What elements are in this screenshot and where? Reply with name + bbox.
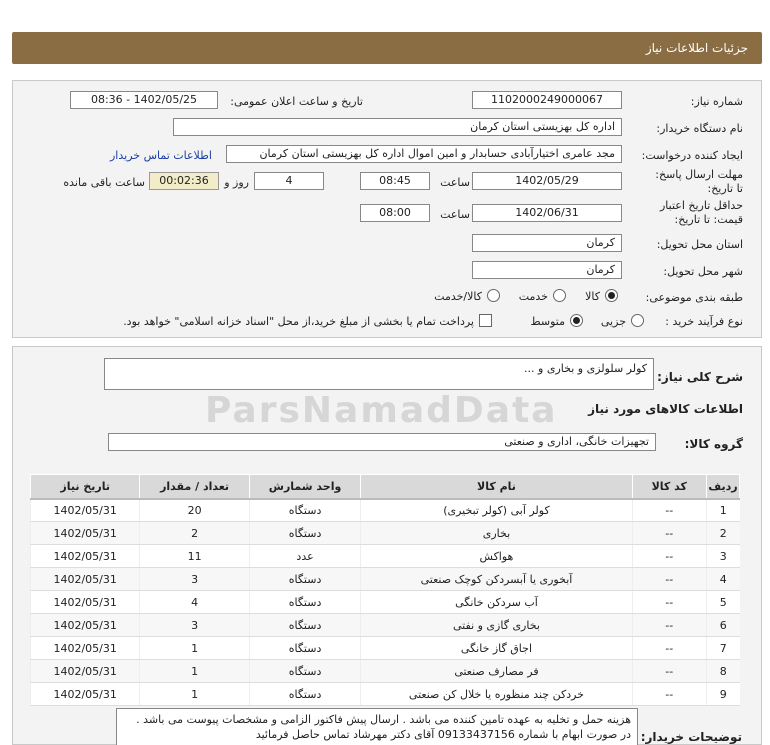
row-index: 5 (706, 591, 739, 614)
goods-table (30, 474, 740, 706)
need-number-label: شماره نیاز: (690, 95, 743, 108)
row-name: فر مصارف صنعتی (361, 660, 632, 683)
row-unit: عدد (249, 545, 361, 568)
need-number-field[interactable]: 1102000249000067 (472, 91, 622, 109)
deadline-date-field[interactable]: 1402/05/29 (472, 172, 622, 190)
table-row[interactable] (31, 568, 740, 591)
row-code: -- (632, 499, 706, 522)
row-name: کولر آبی (کولر تبخیری) (361, 499, 632, 522)
summary-field[interactable]: کولر سلولزی و بخاری و ... (104, 358, 654, 390)
row-index: 7 (706, 637, 739, 660)
table-row[interactable] (31, 499, 740, 522)
row-qty: 2 (140, 522, 249, 545)
days-label: روز و (224, 176, 249, 189)
buyer-notes-field[interactable]: هزینه حمل و تخلیه به عهده تامین کننده می باشد . ارسال پیش فاکتور الزامی و مشخصات پیوست می باشد . در صورت ابهام با شماره 09133437156 آقای دکتر مهرشاد تماس حاصل فرمائید (116, 708, 638, 745)
row-index: 1 (706, 499, 739, 522)
goods-group-label: گروه کالا: (684, 437, 743, 451)
row-unit: دستگاه (249, 499, 361, 522)
row-qty: 1 (140, 683, 249, 706)
page-title-bar (12, 32, 762, 64)
row-qty: 11 (140, 545, 249, 568)
row-date: 1402/05/31 (31, 568, 140, 591)
city-field[interactable]: کرمان (472, 261, 622, 279)
buyer-field[interactable]: اداره کل بهزیستی استان کرمان (173, 118, 622, 136)
category-option-goods-service: کالا/خدمت (434, 290, 482, 303)
row-date: 1402/05/31 (31, 499, 140, 522)
col-unit-header: واحد شمارش (249, 475, 361, 499)
row-date: 1402/05/31 (31, 683, 140, 706)
row-unit: دستگاه (249, 591, 361, 614)
goods-table-header (31, 475, 740, 499)
row-code: -- (632, 591, 706, 614)
deadline-time-field[interactable]: 08:45 (360, 172, 430, 190)
row-unit: دستگاه (249, 614, 361, 637)
row-unit: دستگاه (249, 522, 361, 545)
row-name: آبخوری یا آبسردکن کوچک صنعتی (361, 568, 632, 591)
process-option-minor: جزیی (600, 315, 626, 328)
row-date: 1402/05/31 (31, 591, 140, 614)
validity-label: حداقل تاریخ اعتبار قیمت: تا تاریخ: (659, 199, 743, 226)
validity-time-field[interactable]: 08:00 (360, 204, 430, 222)
province-field[interactable]: کرمان (472, 234, 622, 252)
remaining-time-field: 00:02:36 (149, 172, 219, 190)
deadline-label: مهلت ارسال پاسخ: تا تاریخ: (655, 168, 743, 195)
row-index: 6 (706, 614, 739, 637)
row-unit: دستگاه (249, 637, 361, 660)
row-code: -- (632, 614, 706, 637)
row-unit: دستگاه (249, 660, 361, 683)
buyer-contact-link[interactable]: اطلاعات تماس خریدار (110, 149, 212, 162)
row-qty: 3 (140, 614, 249, 637)
category-option-service: خدمت (518, 290, 548, 303)
table-row[interactable] (31, 683, 740, 706)
row-name: خردکن چند منظوره یا خلال کن صنعتی (361, 683, 632, 706)
table-row[interactable] (31, 614, 740, 637)
remaining-label: ساعت باقی مانده (63, 176, 145, 189)
row-date: 1402/05/31 (31, 614, 140, 637)
creator-label: ایجاد کننده درخواست: (641, 149, 743, 162)
table-row[interactable] (31, 545, 740, 568)
row-unit: دستگاه (249, 568, 361, 591)
row-date: 1402/05/31 (31, 522, 140, 545)
table-row[interactable] (31, 591, 740, 614)
row-name: بخاری (361, 522, 632, 545)
announce-label: تاریخ و ساعت اعلان عمومی: (230, 95, 363, 108)
table-row[interactable] (31, 660, 740, 683)
row-name: هواکش (361, 545, 632, 568)
deadline-time-label: ساعت (440, 176, 470, 189)
city-label: شهر محل تحویل: (663, 265, 743, 278)
row-code: -- (632, 637, 706, 660)
row-name: اجاق گاز خانگی (361, 637, 632, 660)
row-qty: 3 (140, 568, 249, 591)
category-option-goods: کالا (585, 290, 600, 303)
col-qty-header: تعداد / مقدار (140, 475, 249, 499)
col-row-header: ردیف (706, 475, 739, 499)
buyer-notes-label: توضیحات خریدار: (640, 730, 742, 744)
row-date: 1402/05/31 (31, 545, 140, 568)
row-code: -- (632, 522, 706, 545)
row-name: بخاری گازی و نفتی (361, 614, 632, 637)
process-radio-medium[interactable] (570, 314, 583, 327)
col-date-header: تاریخ نیاز (31, 475, 140, 499)
summary-label: شرح کلی نیاز: (657, 370, 743, 384)
row-unit: دستگاه (249, 683, 361, 706)
announce-field[interactable]: 1402/05/25 - 08:36 (70, 91, 218, 109)
days-field[interactable]: 4 (254, 172, 324, 190)
category-radio-goods[interactable] (605, 289, 618, 302)
category-radio-service[interactable] (553, 289, 566, 302)
row-code: -- (632, 683, 706, 706)
row-index: 2 (706, 522, 739, 545)
table-row[interactable] (31, 522, 740, 545)
row-qty: 1 (140, 660, 249, 683)
row-date: 1402/05/31 (31, 637, 140, 660)
process-option-medium: متوسط (530, 315, 565, 328)
row-index: 9 (706, 683, 739, 706)
buyer-label: نام دستگاه خریدار: (656, 122, 743, 135)
row-code: -- (632, 568, 706, 591)
validity-time-label: ساعت (440, 208, 470, 221)
row-code: -- (632, 660, 706, 683)
category-label: طبقه بندی موضوعی: (645, 291, 743, 304)
goods-group-field[interactable]: تجهیزات خانگی، اداری و صنعتی (108, 433, 656, 451)
col-code-header: کد کالا (632, 475, 706, 499)
goods-info-title: اطلاعات کالاهای مورد نیاز (588, 402, 743, 416)
watermark: ParsNamadData (205, 390, 558, 431)
row-name: آب سردکن خانگی (361, 591, 632, 614)
row-qty: 4 (140, 591, 249, 614)
row-qty: 1 (140, 637, 249, 660)
province-label: استان محل تحویل: (656, 238, 743, 251)
creator-field[interactable]: مجد عامری اختیارآبادی حسابدار و امین اموال اداره کل بهزیستی استان کرمان (226, 145, 622, 163)
row-code: -- (632, 545, 706, 568)
row-index: 4 (706, 568, 739, 591)
row-qty: 20 (140, 499, 249, 522)
row-date: 1402/05/31 (31, 660, 140, 683)
treasury-payment-checkbox[interactable] (479, 314, 492, 327)
table-row[interactable] (31, 637, 740, 660)
page-title: جزئیات اطلاعات نیاز (645, 41, 748, 55)
payment-note: پرداخت تمام یا بخشی از مبلغ خرید،از محل "اسناد خزانه اسلامی" خواهد بود. (123, 315, 474, 328)
process-label: نوع فرآیند خرید : (665, 315, 743, 328)
col-name-header: نام کالا (361, 475, 632, 499)
process-radio-minor[interactable] (631, 314, 644, 327)
row-index: 8 (706, 660, 739, 683)
validity-date-field[interactable]: 1402/06/31 (472, 204, 622, 222)
row-index: 3 (706, 545, 739, 568)
category-radio-goods-service[interactable] (487, 289, 500, 302)
